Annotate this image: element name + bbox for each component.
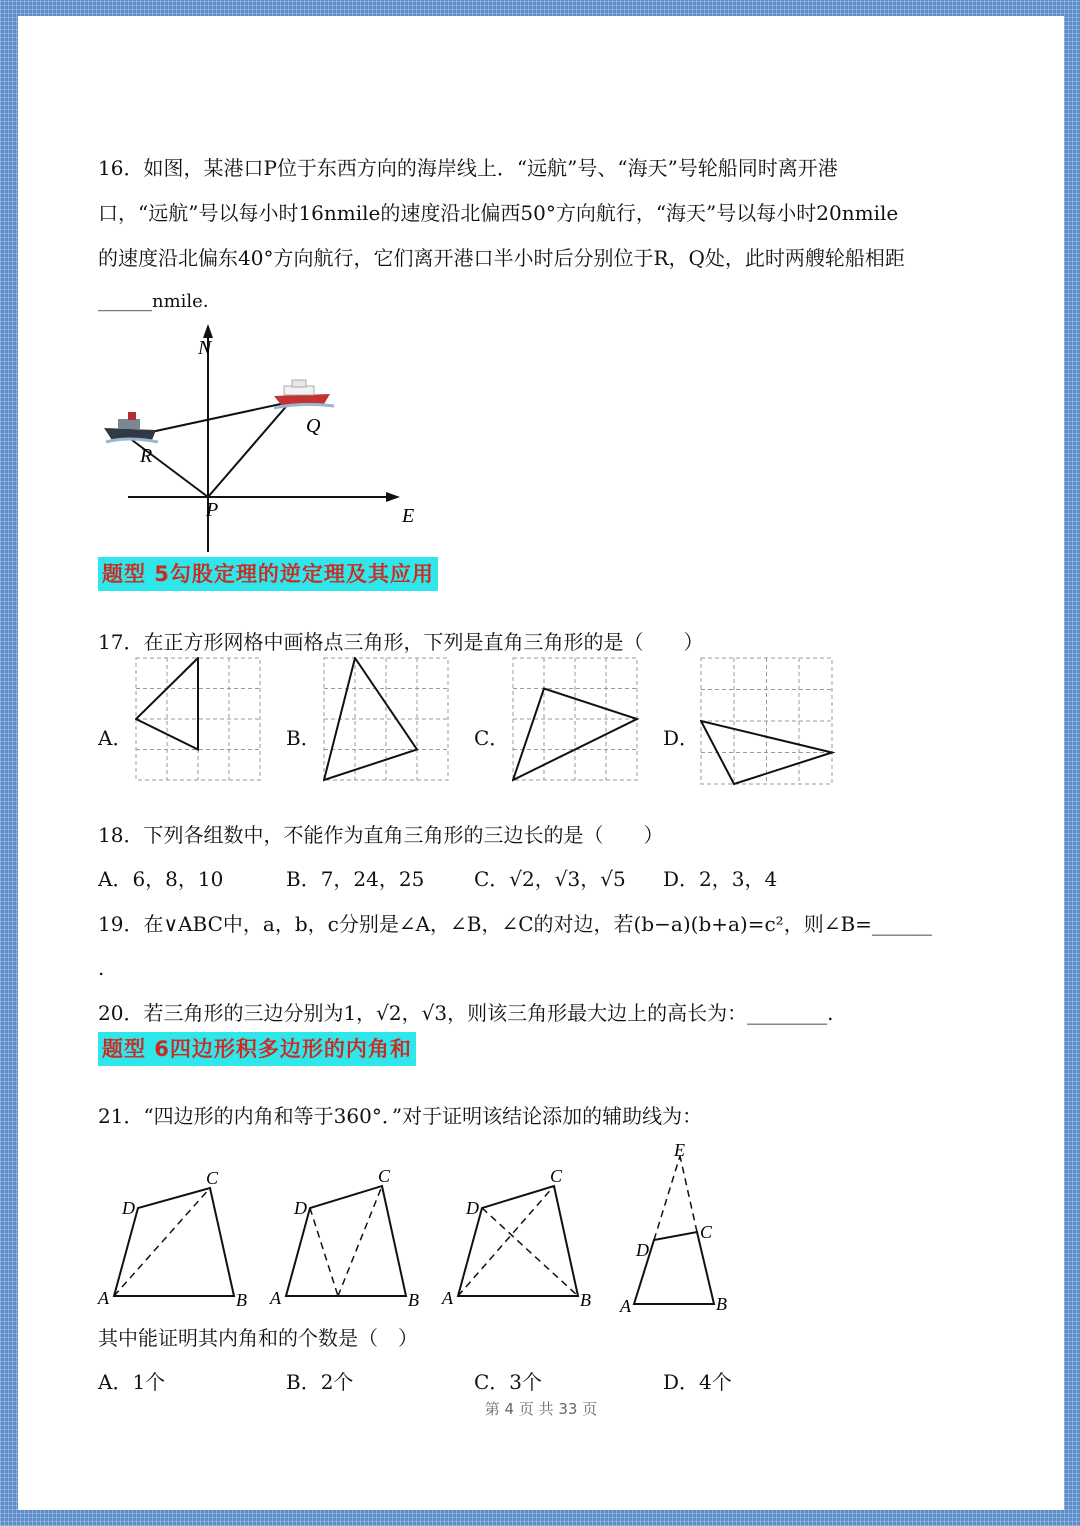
label-n: N	[198, 337, 212, 359]
label-e: E	[402, 505, 415, 527]
fig1-label-b: B	[236, 1290, 247, 1310]
q21-question: 21．“四边形的内角和等于360°．”对于证明该结论添加的辅助线为：	[98, 1104, 703, 1128]
section-heading-6: 题型 6四边形积多边形的内角和	[98, 1032, 416, 1066]
q21-option-a: A．1个	[98, 1370, 166, 1394]
fig4-label-d: D	[636, 1240, 649, 1260]
label-q: Q	[306, 415, 321, 437]
q16-line-3: 的速度沿北偏东40°方向航行，它们离开港口半小时后分别位于R，Q处，此时两艘轮船相距	[98, 246, 905, 270]
fig2-label-b: B	[408, 1290, 419, 1310]
q19-question: 19．在∨ABC中，a，b，c分别是∠A，∠B，∠C的对边，若(b−a)(b+a)=c²，则∠B=______	[98, 912, 932, 936]
q21-option-c: C．3个	[474, 1370, 543, 1394]
q16-line-2: 口，“远航”号以每小时16nmile的速度沿北偏西50°方向航行，“海天”号以每小时20nmile	[98, 201, 899, 225]
fig3-label-d: D	[466, 1198, 479, 1218]
document-page	[18, 16, 1064, 1510]
q19-continuation: .	[98, 956, 105, 980]
q18-question: 18．下列各组数中，不能作为直角三角形的三边长的是（ ）	[98, 823, 664, 847]
q21-option-b: B．2个	[286, 1370, 354, 1394]
q16-line-1: 16．如图，某港口P位于东西方向的海岸线上．“远航”号、“海天”号轮船同时离开港	[98, 156, 838, 180]
ship-icon-r	[104, 412, 158, 442]
east-arrow	[386, 492, 400, 502]
q18-option-c: C．√2，√3，√5	[474, 867, 626, 891]
q16-line-4: ______nmile．	[98, 291, 221, 312]
quad-4-extension-2	[680, 1156, 697, 1232]
fig3-label-b: B	[580, 1290, 591, 1310]
fig4-label-e: E	[674, 1140, 685, 1160]
fig2-label-c: C	[378, 1166, 391, 1186]
q17-option-a-label: A．	[98, 726, 133, 750]
quad-2-aux-2	[338, 1186, 382, 1296]
q16-figure	[98, 316, 418, 556]
fig4-label-b: B	[716, 1294, 727, 1314]
q21-option-d: D．4个	[663, 1370, 732, 1394]
q21-sub-question: 其中能证明其内角和的个数是（ ）	[98, 1326, 418, 1350]
section-heading-5: 题型 5勾股定理的逆定理及其应用	[98, 557, 438, 591]
fig1-label-c: C	[206, 1168, 219, 1188]
q18-option-d: D．2，3，4	[663, 867, 778, 891]
ship-icon-q	[274, 380, 334, 408]
fig2-label-d: D	[294, 1198, 307, 1218]
fig1-label-d: D	[122, 1198, 135, 1218]
page-footer: 第 4 页 共 33 页	[484, 1400, 598, 1418]
q21-figures	[94, 1136, 754, 1316]
q17-grid-a	[135, 657, 265, 783]
q18-option-a: A．6，8，10	[98, 867, 224, 891]
fig3-label-c: C	[550, 1166, 563, 1186]
q17-grid-d	[700, 657, 836, 787]
fig4-label-a: A	[620, 1296, 631, 1316]
north-arrow	[203, 324, 213, 338]
quad-4-extension-1	[654, 1156, 680, 1240]
q17-question: 17．在正方形网格中画格点三角形，下列是直角三角形的是（ ）	[98, 630, 704, 654]
q17-option-b-label: B．	[286, 726, 321, 750]
label-p: P	[206, 499, 219, 521]
q18-option-b: B．7，24，25	[286, 867, 425, 891]
quad-3-diagonal-2	[482, 1208, 578, 1296]
fig1-label-a: A	[98, 1288, 109, 1308]
q17-option-c-label: C．	[474, 726, 510, 750]
fig2-label-a: A	[270, 1288, 281, 1308]
q17-grid-b	[323, 657, 453, 783]
label-r: R	[140, 445, 153, 467]
q17-grid-c	[512, 657, 642, 783]
q20-question: 20．若三角形的三边分别为1，√2，√3，则该三角形最大边上的高长为：________.	[98, 1001, 834, 1025]
fig4-label-c: C	[700, 1222, 713, 1242]
fig3-label-a: A	[442, 1288, 453, 1308]
q17-option-d-label: D．	[663, 726, 700, 750]
quad-2-aux-1	[310, 1208, 338, 1296]
